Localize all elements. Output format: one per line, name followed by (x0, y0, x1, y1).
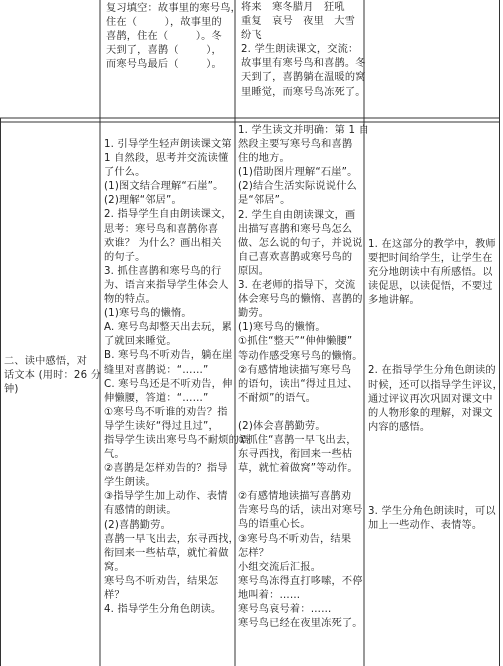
text-line: 伸懒腰，答道：“……” (104, 392, 209, 404)
text-line: 出描写喜鹊和寒号鸟怎么 (238, 223, 353, 235)
text-line: ①抓住“喜鹊一早飞出去， (238, 434, 357, 446)
text-line: 寒号鸟冻得直打哆嗦，不停 (238, 575, 363, 587)
text-line: 等动作感受寒号鸟的懒惰。 (238, 350, 363, 362)
text-line: 指导学生读出寒号鸟不耐烦的语 (104, 434, 250, 446)
text-line: 学生朗读。 (104, 477, 156, 489)
text-line: 1. 引导学生轻声朗读课文第 (104, 139, 232, 150)
text-line: 多地讲解。 (368, 295, 420, 307)
text-line: 衔回来一些枯草，就忙着做 (104, 547, 229, 559)
text-line: 故事里有寒号鸟和喜鹊。冬 (241, 58, 366, 70)
text-line: 钟) (4, 384, 19, 396)
text-line: 2. 学生朗读课文，交流： (241, 44, 359, 56)
design-intent-1 (368, 238, 499, 308)
text-line: 住的地方。 (238, 153, 290, 165)
text-line: 4. 指导学生分角色朗读。 (104, 604, 222, 616)
text-line: ②有感情地读描写喜鹊劝 (238, 491, 352, 503)
text-line: (1)寒号鸟的懒惰。 (238, 322, 326, 334)
text-line: 欢谁？ 为什么？画出相关 (104, 237, 222, 249)
text-line: 东寻西找，衔回来一些枯 (238, 449, 353, 461)
text-line: 天到了，喜鹊躺在温暖的窝 (241, 72, 366, 84)
text-line: 样？ (104, 590, 125, 601)
text-line: 寒号鸟已经在夜里冻死了。 (238, 618, 363, 630)
design-intent-2 (368, 364, 503, 434)
top-teaching-process-cell (103, 0, 242, 112)
text-line: ③寒号鸟不听劝告，结果 (238, 533, 352, 545)
text-line: 缝里对喜鹊说：“……” (104, 364, 209, 376)
text-line: 气。 (104, 449, 125, 461)
design-intent-cell (365, 238, 503, 558)
text-line: ②喜鹊是怎样劝告的？指导 (104, 463, 228, 475)
text-line: 时候，还可以指导学生评议， (368, 379, 503, 391)
text-line: (1)图文结合理解“石崖”。 (104, 181, 224, 193)
text-line: 1. 学生读文并明确：第 1 自 (238, 125, 369, 136)
text-line: ②有感情地读描写寒号鸟 (238, 364, 352, 376)
text-line: 喜鹊一早飞出去，东寻西找， (104, 533, 240, 545)
text-line: 告寒号鸟的话，读出对寒号 (238, 505, 363, 517)
text-line: 读促思，以读促悟，不要过 (368, 281, 493, 293)
design-intent-3 (368, 505, 499, 533)
student-activity-part-3 (238, 490, 363, 631)
text-line: 1 自然段，思考并交流读懂 (104, 153, 229, 165)
text-line: 天到了，喜鹊（ ）， (106, 45, 222, 57)
text-line: 的语句，读出“得过且过、 (238, 378, 358, 390)
text-line: 不耐烦”的语气。 (238, 392, 317, 404)
text-line: 3. 学生分角色朗读时，可以 (368, 505, 496, 517)
text-line: (1)借助图片理解“石崖”。 (238, 167, 358, 179)
text-line: 住在（ ），故事里的 (106, 17, 222, 29)
teacher-guidance-cell (103, 138, 250, 666)
text-line: 物的特点。 (104, 294, 156, 306)
text-line: A. 寒号鸟却整天出去玩，累 (104, 322, 233, 334)
text-line: 3. 抓住喜鹊和寒号鸟的行 (104, 265, 222, 277)
text-line: 纷飞 (241, 30, 262, 42)
text-line: 2. 指导学生自由朗读课文， (104, 209, 232, 221)
text-line: 寒号鸟不听劝告，结果怎 (104, 575, 219, 587)
text-line: B. 寒号鸟不听劝告，躺在崖 (104, 350, 233, 362)
text-line: 了就回来睡觉。 (104, 336, 177, 348)
student-activity-cell (237, 124, 369, 666)
student-activity-part-1 (238, 124, 369, 406)
text-line: 勤劳。 (238, 308, 270, 320)
text-line: 有感情的朗读。 (104, 505, 177, 517)
text-line: 寒号鸟哀号着：…… (238, 604, 332, 615)
text-line: ①抓住“整天”“伸伸懒腰” (238, 336, 353, 348)
section-title-cell (4, 355, 102, 425)
text-line: 复习填空：故事里的寒号鸟， (106, 3, 242, 14)
text-line: 是“邻居”。 (238, 195, 291, 207)
text-line: (2)喜鹊勤劳。 (104, 519, 171, 531)
text-line: 1. 在这部分的教学中，教师 (368, 239, 496, 250)
text-line: C. 寒号鸟还是不听劝告，伸 (104, 378, 233, 390)
text-line: 2. 学生自由朗读课文，画 (238, 209, 356, 221)
text-line: 话文本 (用时：26 分 (4, 370, 102, 382)
text-line: 导学生读好“得过且过”， (104, 420, 219, 432)
text-line: 怎样？ (238, 547, 270, 559)
text-line: ①寒号鸟不听谁的劝告？指 (104, 406, 228, 418)
text-line: (2)体会喜鹊勤劳。 (238, 420, 326, 432)
text-line: 思考：寒号鸟和喜鹊你喜 (104, 223, 219, 235)
text-line: 为、语言来指导学生体会人 (104, 279, 229, 291)
student-activity-part-2 (238, 420, 363, 476)
text-line: 里睡觉，而寒号鸟冻死了。 (241, 86, 366, 98)
text-line: 内容的感悟。 (368, 421, 431, 433)
text-line: 鸟的语重心长。 (238, 519, 311, 531)
text-line: 小组交流后汇报。 (238, 561, 322, 573)
text-line: ③指导学生加上动作、表情 (104, 491, 228, 503)
text-line: 2. 在指导学生分角色朗读的 (368, 365, 496, 377)
text-line: 重复 哀号 夜里 大雪 (241, 16, 356, 28)
text-line: 体会寒号鸟的懒惰、喜鹊的 (238, 294, 363, 306)
text-line: 要把时间给学生，让学生在 (368, 253, 493, 265)
text-line: 了什么。 (104, 167, 146, 179)
text-line: 将来 寒冬腊月 狂吼 (241, 2, 345, 13)
text-line: 而寒号鸟最后（ ）。 (106, 59, 222, 71)
text-line: (2)理解“邻居”。 (104, 195, 182, 207)
text-line: 做、怎么说的句子，并说说 (238, 237, 363, 249)
text-line: 草，就忙着做窝”等动作。 (238, 463, 358, 475)
top-student-activity-cell (238, 0, 366, 112)
text-line: 原因。 (238, 265, 270, 277)
text-line: 的人物形象的理解，对课文 (368, 407, 493, 419)
text-line: 地叫着：…… (238, 589, 301, 601)
text-line: 的句子。 (104, 251, 146, 263)
text-line: 充分地朗读中有所感悟。以 (368, 267, 493, 279)
text-line: 加上一些动作、表情等。 (368, 520, 483, 532)
text-line: 窝。 (104, 561, 125, 573)
text-line: 自己喜欢喜鹊或寒号鸟的 (238, 251, 353, 263)
text-line: 然段主要写寒号鸟和喜鹊 (238, 139, 353, 151)
text-line: 喜鹊，住在（ ）。冬 (106, 31, 222, 43)
text-line: 通过评议再次巩固对课文中 (368, 393, 493, 405)
text-line: 3. 在老师的指导下，交流 (238, 280, 356, 292)
text-line: 二、读中感悟，对 (4, 356, 88, 367)
text-line: (1)寒号鸟的懒惰。 (104, 308, 192, 320)
text-line: (2)结合生活实际说说什么 (238, 181, 357, 193)
